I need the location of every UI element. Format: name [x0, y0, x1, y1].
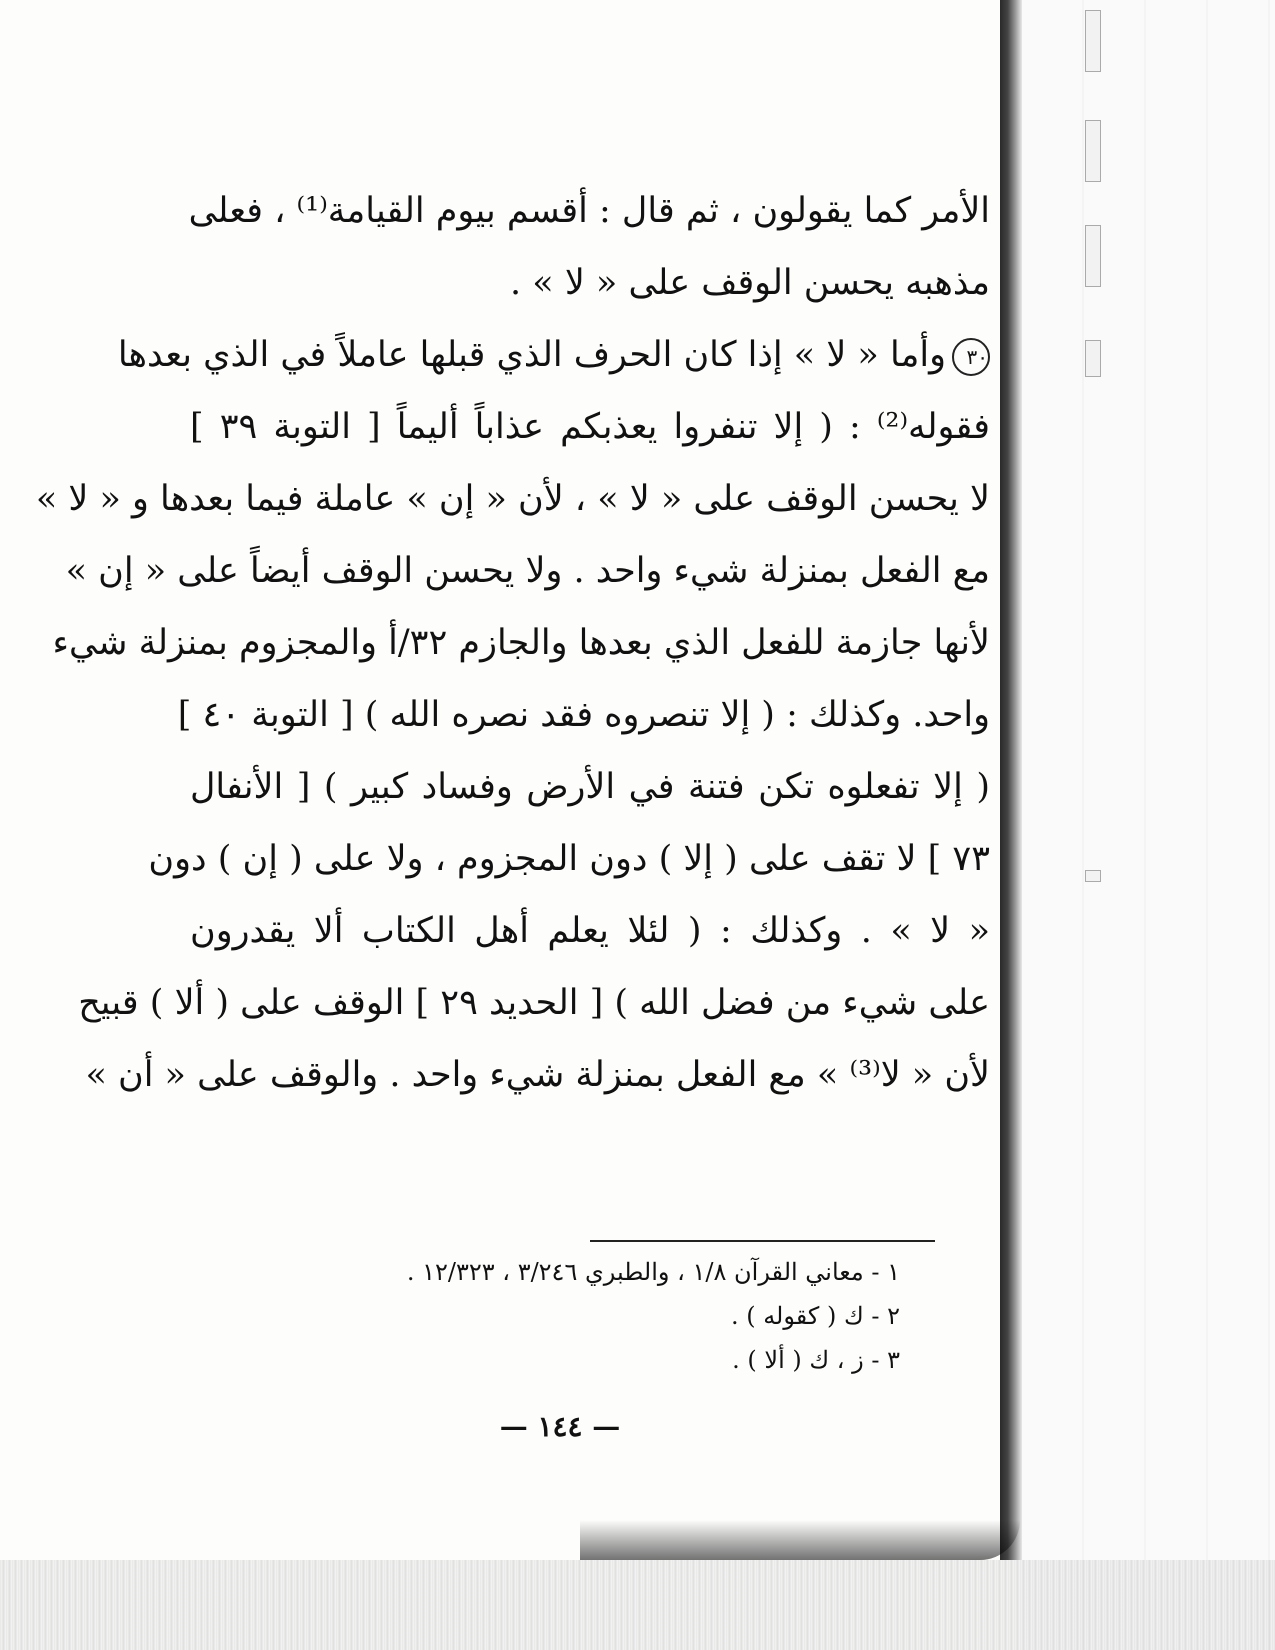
text-line: لا يحسن الوقف على « لا » ، لأن « إن » عاملة فيما بعدها و « لا » [35, 479, 990, 519]
text-line: ٧٣ ] لا تقف على ( إلا ) دون المجزوم ، ولا على ( إن ) دون [148, 839, 990, 879]
text-line: واحد. وكذلك : ( إلا تنصروه فقد نصره الله ) [ التوبة ٤٠ ] [177, 695, 990, 735]
footnote: ٢ - ك ( كقوله ) . [730, 1302, 900, 1330]
text-line: مذهبه يحسن الوقف على « لا » . [510, 263, 990, 303]
paragraph-number-marker: ٣٠ [952, 338, 990, 376]
page-edge-mark [1085, 870, 1101, 882]
page-edge-mark [1085, 340, 1101, 377]
page-curl-shadow [580, 1520, 1020, 1560]
main-text-block [35, 175, 990, 1111]
page-edge-mark [1085, 225, 1101, 287]
text-line: على شيء من فضل الله ) [ الحديد ٢٩ ] الوقف على ( ألا ) قبيح [78, 983, 990, 1023]
footnote-separator [590, 1240, 935, 1242]
text-line: « لا » . وكذلك : ( لئلا يعلم أهل الكتاب ألا يقدرون [190, 911, 990, 951]
adjacent-page-edges [1022, 0, 1275, 1650]
footnote: ٣ - ز ، ك ( ألا ) . [732, 1346, 900, 1374]
page-edge-mark [1085, 120, 1101, 182]
scan-bottom-noise [0, 1560, 1275, 1650]
footnote: ١ - معاني القرآن ١/٨ ، والطبري ٣/٢٤٦ ، ١٢/٣٢٣ . [406, 1258, 900, 1286]
page-edge-mark [1085, 10, 1101, 72]
text-line: الأمر كما يقولون ، ثم قال : أقسم بيوم القيامة⁽¹⁾ ، فعلى [188, 191, 990, 231]
book-spine-shadow [1000, 0, 1022, 1560]
text-line: مع الفعل بمنزلة شيء واحد . ولا يحسن الوقف أيضاً على « إن » [65, 551, 990, 591]
text-line: لأن « لا⁽³⁾ » مع الفعل بمنزلة شيء واحد . والوقف على « أن » [85, 1055, 990, 1095]
text-line: لأنها جازمة للفعل الذي بعدها والجازم ٣٢/أ والمجزوم بمنزلة شيء [52, 623, 990, 663]
page-number: — ١٤٤ — [499, 1410, 621, 1443]
text-line-content: وأما « لا » إذا كان الحرف الذي قبلها عاملاً في الذي بعدها [117, 335, 946, 375]
text-line: فقوله⁽²⁾ : ( إلا تنفروا يعذبكم عذاباً أليماً [ التوبة ٣٩ ] [190, 407, 990, 447]
footnotes [300, 1250, 900, 1382]
text-line: ( إلا تفعلوه تكن فتنة في الأرض وفساد كبير ) [ الأنفال [190, 767, 990, 807]
text-line-with-marker [117, 319, 990, 391]
